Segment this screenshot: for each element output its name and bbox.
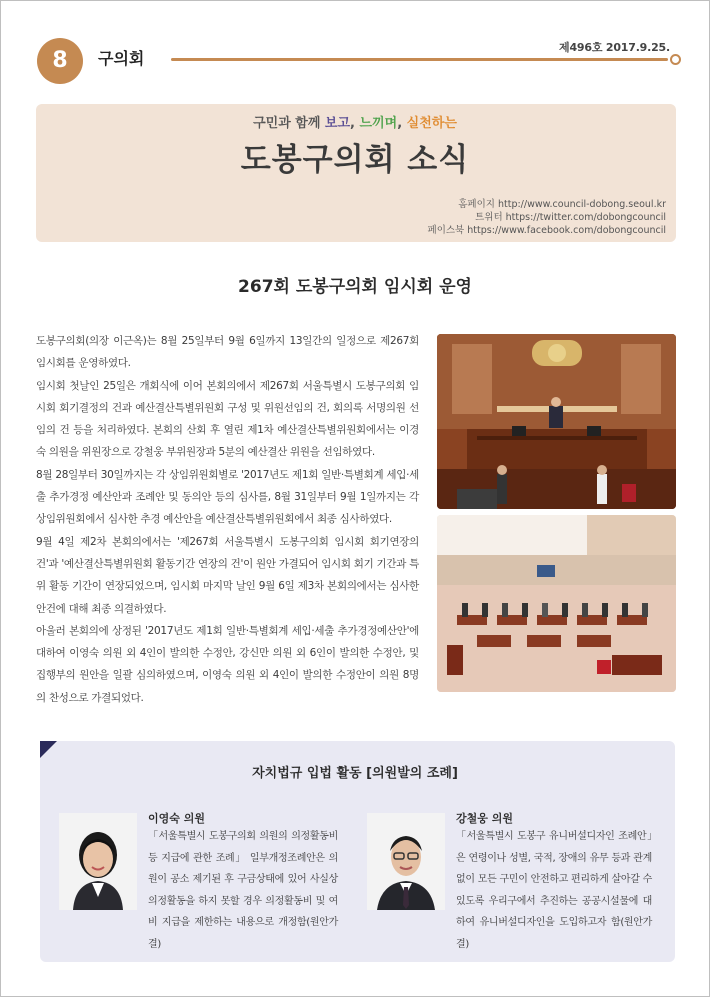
member-portrait-kang (367, 813, 445, 910)
tagline-word-see: 보고 (324, 116, 351, 131)
ordinance-title: 자치법규 입법 활동 [의원발의 조례] (252, 766, 458, 781)
council-chamber-photo (437, 515, 676, 692)
article-paragraph: 아울러 본회의에 상정된 '2017년도 제1회 일반·특별회계 세입·세출 추가경정예산안'에 대하여 이영숙 의원 외 4인이 발의한 수정안, 강신만 의원 외 6인이 발의한 수정안, 및 집행부의 원안을 일괄 심의하였으며, 이영숙 의원 외 4인이 발의한 수정안이 의원 8명의 찬성으로 가결되었다. (36, 624, 419, 704)
member-portrait-illustration (59, 813, 137, 910)
tagline-sep: , (397, 116, 407, 131)
header-divider-end-dot (670, 54, 681, 65)
section-name: 구의회 (98, 49, 145, 68)
tagline-word-act: 실천하는 (406, 116, 457, 131)
facebook-link[interactable]: 페이스북 https://www.facebook.com/dobongcouncil (427, 225, 666, 236)
ordinance-corner-mark (40, 741, 57, 758)
article-paragraph: 도봉구의회(의장 이근옥)는 8월 25일부터 9월 6일까지 13일간의 일정으로 제267회 임시회를 운영하였다. (36, 335, 419, 370)
member-name: 이영숙 의원 (148, 812, 205, 825)
tagline-word-feel: 느끼며 (359, 116, 398, 131)
article-title: 267회 도봉구의회 임시회 운영 (238, 277, 472, 297)
banner-tagline (0, 112, 710, 131)
member-portrait-illustration (367, 813, 445, 910)
article-paragraph: 8월 28일부터 30일까지는 각 상임위원회별로 '2017년도 제1회 일반·특별회계 세입·세출 추가경정 예산안과 조례안 및 동의안 등의 심사를, 8월 31일부터 9월 1일까지는 각 상임위원회에서 심사한 추경 예산안을 예산결산특별위원회에서 최종 심사하였다. (36, 468, 419, 526)
banner-title: 도봉구의회 소식 (240, 142, 470, 178)
homepage-link[interactable]: 홈페이지 http://www.council-dobong.seoul.kr (458, 199, 666, 210)
contact-links (428, 198, 666, 237)
member-name: 강철웅 의원 (456, 812, 513, 825)
article-paragraph: 임시회 첫날인 25일은 개회식에 이어 본회의에서 제267회 서울특별시 도봉구의회 임시회 회기결정의 건과 예산결산특별위원회 구성 및 위원선임의 건, 회의록 서명의원 선임의 건 등을 처리하였다. 본회의 산회 후 열린 제1차 예산결산특별위원회에서는 이경숙 의원을 위원장으로 강철웅 부위원장과 5분의 예산결산 위원을 선임하였다. (36, 379, 419, 459)
council-podium-photo (437, 334, 676, 509)
member-bill-description: 「서울특별시 도봉구의회 의원의 의정활동비 등 지급에 관한 조례」 일부개정조례안은 의원이 공소 제기된 후 구금상태에 있어 사실상 의정활동을 하지 못할 경우 의정활동비 및 여비 지급을 제한하는 내용으로 개정함(원안가결) (148, 831, 338, 950)
issue-info: 제496호 2017.9.25. (559, 41, 670, 54)
podium-photo-illustration (437, 334, 676, 509)
tagline-prefix: 구민과 함께 (253, 116, 325, 131)
chamber-photo-illustration (437, 515, 676, 692)
article-body (36, 330, 419, 709)
page-number-badge: 8 (37, 38, 83, 84)
member-portrait-lee (59, 813, 137, 910)
article-paragraph: 9월 4일 제2차 본회의에서는 '제267회 서울특별시 도봉구의회 임시회 회기연장의 건'과 '예산결산특별위원회 활동기간 연장의 건'이 원안 가결되어 임시회 회기 기간과 특위 활동 기간이 연장되었으며, 임시회 마지막 날인 9월 6일 제3차 본회의에서는 심사한 안건에 대해 최종 의결하였다. (36, 535, 419, 615)
member-bill-description: 「서울특별시 도봉구 유니버설디자인 조례안」은 연령이나 성별, 국적, 장애의 유무 등과 관계없이 모든 구민이 안전하고 편리하게 살아갈 수 있도록 우리구에서 추진하는 공공시설물에 대하여 유니버설디자인을 도입하고자 함(원안가결) (456, 831, 652, 950)
header-divider (171, 58, 668, 61)
twitter-link[interactable]: 트위터 https://twitter.com/dobongcouncil (475, 212, 666, 223)
tagline-sep: , (350, 116, 360, 131)
